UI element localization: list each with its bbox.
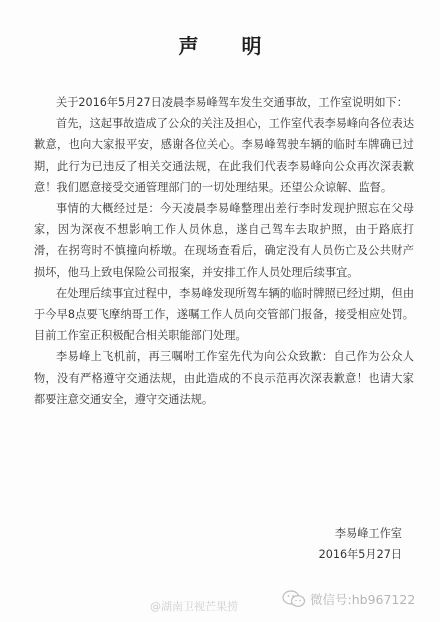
paragraph-handling: 在处理后续事宜过程中，李易峰发现所驾车辆的临时牌照已经过期，但由于今早8点要飞摩纳哥工作，遂嘱工作人员向交管部门报备，接受相应处罚。目前工作室正积极配合相关职能部门处理。	[34, 286, 415, 343]
wechat-id-text: 微信号:hb967122	[310, 592, 416, 607]
paragraph-intro: 关于2016年5月27日凌晨李易峰驾车发生交通事故，工作室说明如下：	[56, 96, 408, 109]
watermark-weibo: @湖南卫视芒果捞	[150, 600, 238, 613]
paragraph-closing: 李易峰上飞机前，再三嘱咐工作室先代为向公众致歉：自己作为公众人物，没有严格遵守交通法规，由此造成的不良示范再次深表歉意！也请大家都要注意交通安全，遵守交通法规。	[34, 350, 414, 406]
signature-block	[242, 523, 402, 565]
paragraph-account: 事情的大概经过是：今天凌晨李易峰整理出差行李时发现护照忘在父母家，因为深夜不想影响工作人员休息，遂自己驾车去取护照，由于路底打滑，在拐弯时不慎撞向桥墩。在现场查看后，确定没有人员伤亡及公共财产损坏，他马上致电保险公司报案，并安排工作人员处理后续事宜。	[34, 202, 414, 279]
watermark-wechat	[282, 590, 415, 608]
paragraph-apology: 首先，这起事故造成了公众的关注及担心，工作室代表李易峰向各位表达歉意，也向大家报平安，感谢各位关心。李易峰驾驶车辆的临时车牌确已过期，此行为已违反了相关交通法规，在此我们代表李易峰向公众再次深表歉意！我们愿意接受交通管理部门的一切处理结果。还望公众谅解、监督。	[34, 117, 415, 194]
document-body	[34, 92, 414, 410]
wechat-icon	[282, 590, 306, 608]
signature-org: 李易峰工作室	[334, 527, 402, 540]
document-title: 声 明	[178, 34, 280, 58]
signature-date: 2016年5月27日	[318, 548, 402, 561]
